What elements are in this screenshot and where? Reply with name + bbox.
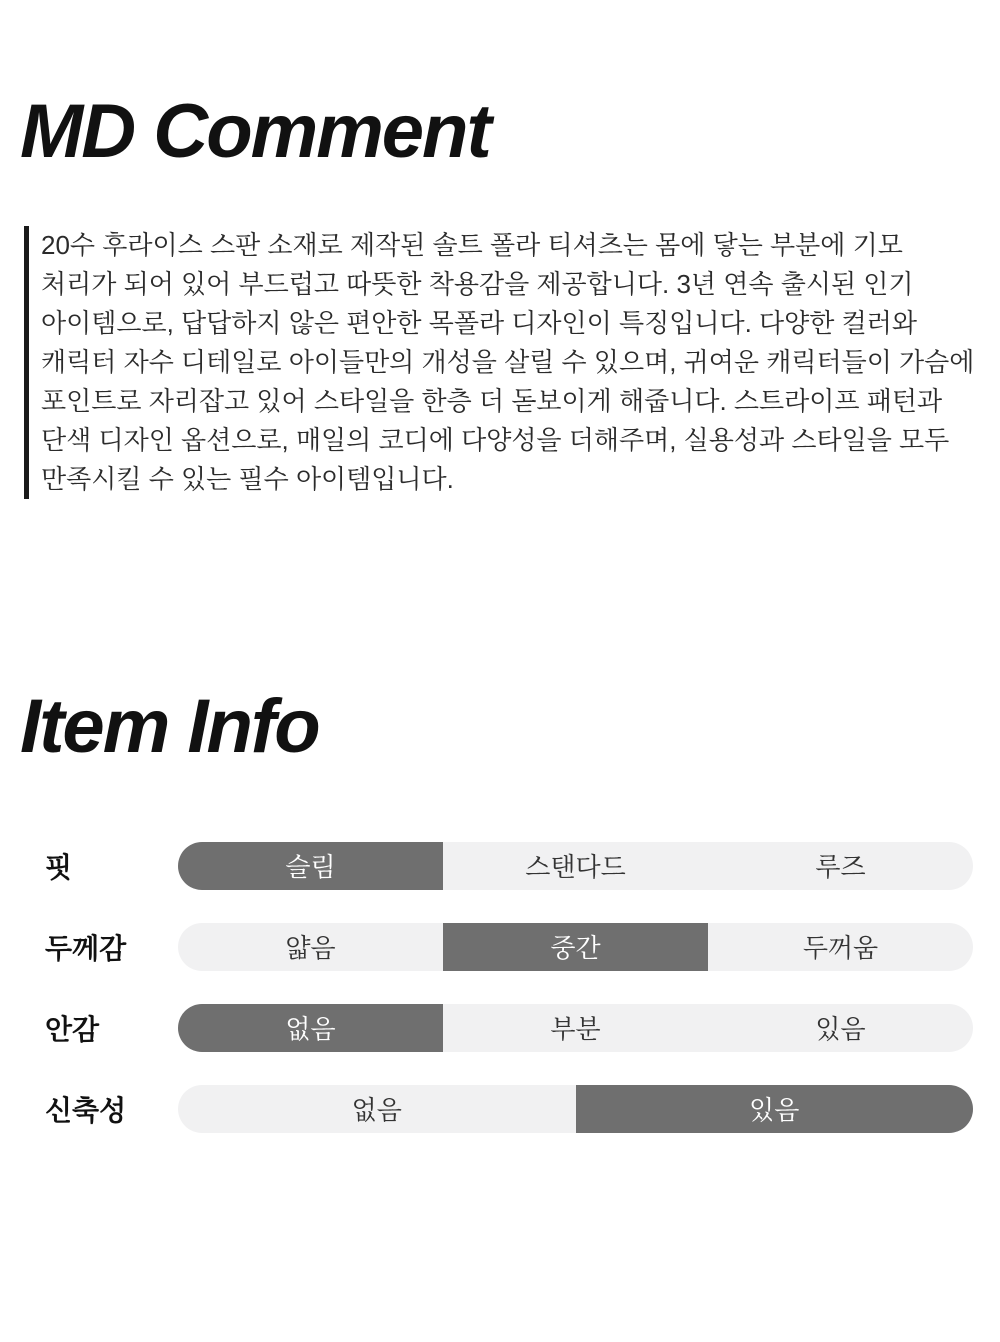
item-info-section — [0, 683, 1000, 1133]
spec-table — [0, 842, 1000, 1133]
spec-option: 슬림 — [178, 842, 443, 890]
spec-option: 부분 — [550, 1014, 601, 1045]
spec-option: 있음 — [576, 1085, 974, 1133]
spec-option: 얇음 — [285, 933, 336, 964]
md-comment-paragraph: 20수 후라이스 스판 소재로 제작된 솔트 폴라 티셔츠는 몸에 닿는 부분에 기모 처리가 되어 있어 부드럽고 따뜻한 착용감을 제공합니다. 3년 연속 출시된 인기 아이템으로, 답답하지 않은 편안한 목폴라 디자인이 특징입니다. 다양한 컬러와 캐릭터 자수 디테일로 아이들만의 개성을 살릴 수 있으며, 귀여운 캐릭터들이 가슴에 포인트로 자리잡고 있어 스타일을 한층 더 돋보이게 해줍니다. 스트라이프 패턴과 단색 디자인 옵션으로, 매일의 코디에 다양성을 더해주며, 실용성과 스타일을 모두 만족시킬 수 있는 필수 아이템입니다. — [24, 226, 982, 499]
spec-option: 스탠다드 — [525, 852, 626, 883]
spec-row-label: 두께감 — [45, 932, 127, 964]
spec-options-track — [178, 923, 973, 971]
spec-option: 루즈 — [815, 852, 866, 883]
md-comment-title: MD Comment — [20, 89, 490, 174]
spec-option: 두꺼움 — [802, 933, 879, 964]
spec-row-thickness — [0, 923, 1000, 971]
spec-options-track — [178, 1004, 973, 1052]
spec-option: 없음 — [351, 1095, 402, 1126]
spec-row-stretch — [0, 1085, 1000, 1133]
spec-row-label: 핏 — [45, 851, 73, 883]
spec-option: 없음 — [178, 1004, 443, 1052]
spec-options-track — [178, 1085, 973, 1133]
md-comment-section — [0, 89, 1000, 499]
spec-row-label: 신축성 — [45, 1094, 127, 1126]
spec-row-lining — [0, 1004, 1000, 1052]
product-detail-page — [0, 89, 1000, 1342]
spec-options-track — [178, 842, 973, 890]
spec-row-fit — [0, 842, 1000, 890]
spec-option: 있음 — [815, 1014, 866, 1045]
item-info-title: Item Info — [20, 683, 319, 769]
spec-option: 중간 — [443, 923, 708, 971]
spec-row-label: 안감 — [45, 1013, 100, 1045]
